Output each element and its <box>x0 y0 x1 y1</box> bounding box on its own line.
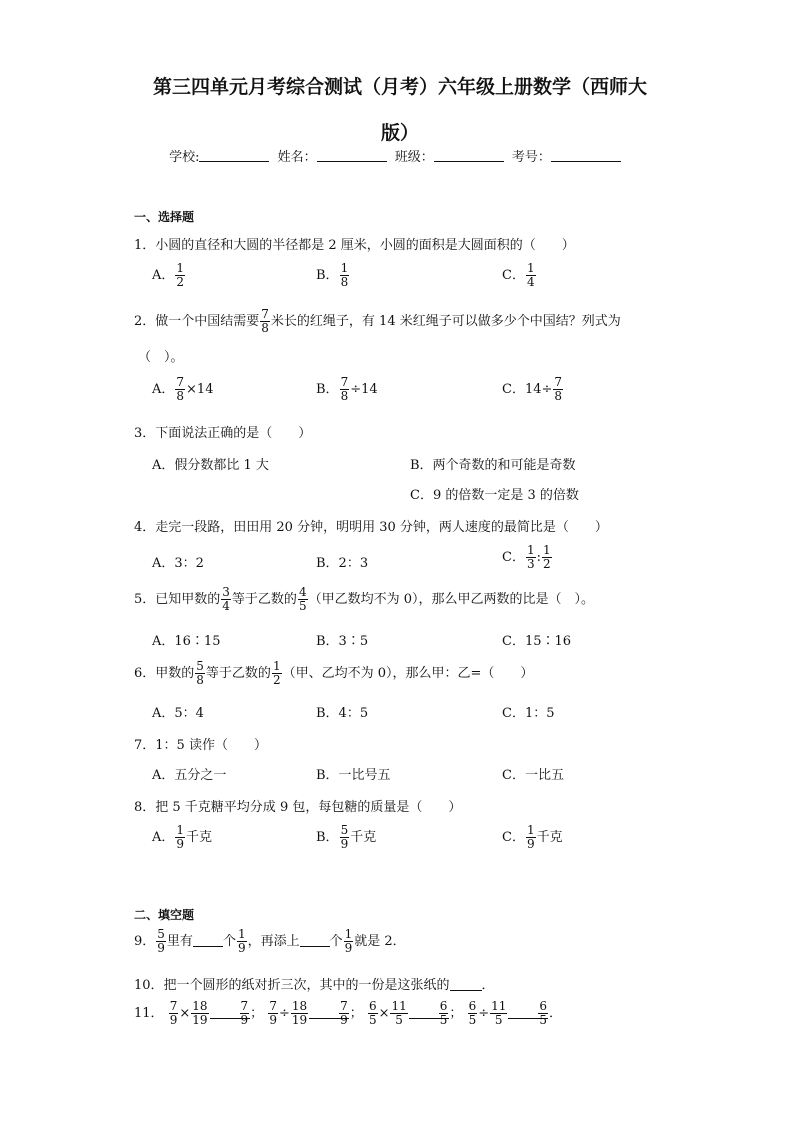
q1-option-b[interactable]: B． $\frac{1}{8}$ <box>316 261 349 289</box>
fraction: $\frac{5}{8}$ <box>196 659 204 687</box>
fraction: $\frac{18}{19}$ <box>192 999 208 1027</box>
school-blank[interactable] <box>199 149 269 162</box>
q1-option-a[interactable]: A． $\frac{1}{2}$ <box>152 261 185 289</box>
question-1: 1．小圆的直径和大圆的半径都是 2 厘米，小圆的面积是大圆面积的（ ） <box>134 238 575 253</box>
q3-option-a[interactable]: A．假分数都比 1 大 <box>152 458 269 473</box>
question-10: 10．把一个圆形的纸对折三次，其中的一份是这张纸的 ． <box>134 978 495 993</box>
fraction: $\frac{5}{9}$ <box>157 927 165 955</box>
q2-option-a[interactable]: A． $\frac{7}{8}$ ×14 <box>152 375 214 403</box>
fraction: $\frac{1}{9}$ <box>344 927 353 955</box>
q7-option-a[interactable]: A．五分之一 <box>152 768 227 783</box>
question-2-answer-blank: （ ）。 <box>138 350 184 365</box>
q8-option-c[interactable]: C． $\frac{1}{9}$ 千克 <box>502 823 563 851</box>
question-9: 9． $\frac{5}{9}$ 里有 个 $\frac{1}{9}$ ，再添上 个 $\frac{1}{9}$ 就是 2． <box>134 927 406 955</box>
fraction: $\frac{1}{3}$ <box>526 543 535 571</box>
fraction: $\frac{1}{9}$ <box>237 927 246 955</box>
section-heading-fill: 二、填空题 <box>134 908 195 922</box>
school-label: 学校: <box>169 150 200 165</box>
fraction: $\frac{7}{8}$ <box>261 307 269 335</box>
answer-blank[interactable] <box>450 978 482 991</box>
question-5: 5．已知甲数的 $\frac{3}{4}$ 等于乙数的 $\frac{4}{5}$ （甲乙数均不为 0），那么甲乙两数的比是（ ）。 <box>134 585 594 613</box>
q3-option-b[interactable]: B．两个奇数的和可能是奇数 <box>410 458 576 473</box>
fraction: $\frac{7}{9}$ <box>340 999 348 1027</box>
fraction: $\frac{11}{5}$ <box>391 999 407 1027</box>
q8-option-b[interactable]: B． $\frac{5}{9}$ 千克 <box>316 823 377 851</box>
fraction: $\frac{1}{9}$ <box>176 823 185 851</box>
fraction: $\frac{6}{5}$ <box>539 999 548 1027</box>
answer-blank[interactable] <box>193 934 223 947</box>
fraction: $\frac{1}{8}$ <box>340 261 349 289</box>
fraction: $\frac{7}{8}$ <box>554 375 563 403</box>
q4-option-b[interactable]: B．2：3 <box>316 556 369 571</box>
question-3: 3．下面说法正确的是（ ） <box>134 426 312 441</box>
section-heading-choice: 一、选择题 <box>134 210 195 224</box>
fraction: $\frac{7}{9}$ <box>269 999 277 1027</box>
q1-option-c[interactable]: C． $\frac{1}{4}$ <box>502 261 535 289</box>
answer-blank[interactable] <box>300 934 330 947</box>
q6-option-b[interactable]: B．4：5 <box>316 706 369 721</box>
q5-option-c[interactable]: C．15∶16 <box>502 634 572 649</box>
name-blank[interactable] <box>317 149 387 162</box>
fraction: $\frac{11}{5}$ <box>491 999 507 1027</box>
question-11: 11． $\frac{7}{9}$ × $\frac{18}{19}$ $\frac{7}{9}$ ； $\frac{7}{9}$ ÷ $\frac{18}{19}$ $\frac{7}{9}$ ； $\frac{6}{5}$ × $\frac{11}{5}$ $\frac{6}{5}$ ； $\frac{6}{5}$ ÷ $\frac{11}{5}$ $\frac{6}{5}$ ． <box>134 999 563 1027</box>
fraction: $\frac{6}{5}$ <box>468 999 477 1027</box>
fraction: $\frac{1}{4}$ <box>526 261 535 289</box>
q5-option-b[interactable]: B．3∶5 <box>316 634 369 649</box>
student-info-row <box>0 146 794 165</box>
q4-option-c[interactable]: C． $\frac{1}{3}$ : $\frac{1}{2}$ <box>502 543 551 571</box>
fraction: $\frac{7}{8}$ <box>176 375 185 403</box>
fraction: $\frac{7}{9}$ <box>240 999 249 1027</box>
q7-option-c[interactable]: C．一比五 <box>502 768 564 783</box>
class-blank[interactable] <box>434 149 504 162</box>
question-2: 2．做一个中国结需要 $\frac{7}{8}$ 米长的红绳子，有 14 米红绳子可以做多少个中国结？列式为 <box>134 307 621 335</box>
q5-option-a[interactable]: A．16∶15 <box>152 634 221 649</box>
q7-option-b[interactable]: B．一比号五 <box>316 768 391 783</box>
fraction: $\frac{6}{5}$ <box>368 999 377 1027</box>
question-7: 7．1：5 读作（ ） <box>134 738 267 753</box>
fraction: $\frac{5}{9}$ <box>340 823 349 851</box>
title-line-2: 版） <box>380 122 419 144</box>
page-title <box>120 64 680 156</box>
fraction: $\frac{4}{5}$ <box>298 585 307 613</box>
fraction: $\frac{1}{9}$ <box>526 823 535 851</box>
q6-option-c[interactable]: C．1：5 <box>502 706 555 721</box>
q2-option-c[interactable]: C．14÷ $\frac{7}{8}$ <box>502 375 563 403</box>
fraction: $\frac{1}{2}$ <box>176 261 185 289</box>
number-blank[interactable] <box>551 149 621 162</box>
title-line-1: 第三四单元月考综合测试（月考）六年级上册数学（西师大 <box>152 76 647 98</box>
fraction: $\frac{7}{8}$ <box>340 375 349 403</box>
fraction: $\frac{3}{4}$ <box>222 585 230 613</box>
class-label: 班级： <box>394 150 434 165</box>
q8-option-a[interactable]: A． $\frac{1}{9}$ 千克 <box>152 823 213 851</box>
q3-option-c[interactable]: C．9 的倍数一定是 3 的倍数 <box>410 488 579 503</box>
q2-option-b[interactable]: B． $\frac{7}{8}$ ÷14 <box>316 375 378 403</box>
name-label: 姓名： <box>277 150 317 165</box>
q4-option-a[interactable]: A．3：2 <box>152 556 204 571</box>
q6-option-a[interactable]: A．5：4 <box>152 706 204 721</box>
number-label: 考号： <box>511 150 551 165</box>
question-4: 4．走完一段路，田田用 20 分钟，明明用 30 分钟，两人速度的最简比是（ ） <box>134 520 608 535</box>
question-6: 6．甲数的 $\frac{5}{8}$ 等于乙数的 $\frac{1}{2}$ （甲、乙均不为 0），那么甲：乙=（ ） <box>134 659 534 687</box>
question-8: 8．把 5 千克糖平均分成 9 包，每包糖的质量是（ ） <box>134 800 462 815</box>
fraction: $\frac{7}{9}$ <box>169 999 178 1027</box>
fraction: $\frac{1}{2}$ <box>542 543 551 571</box>
fraction: $\frac{18}{19}$ <box>291 999 308 1027</box>
fraction: $\frac{1}{2}$ <box>272 659 281 687</box>
fraction: $\frac{6}{5}$ <box>439 999 448 1027</box>
